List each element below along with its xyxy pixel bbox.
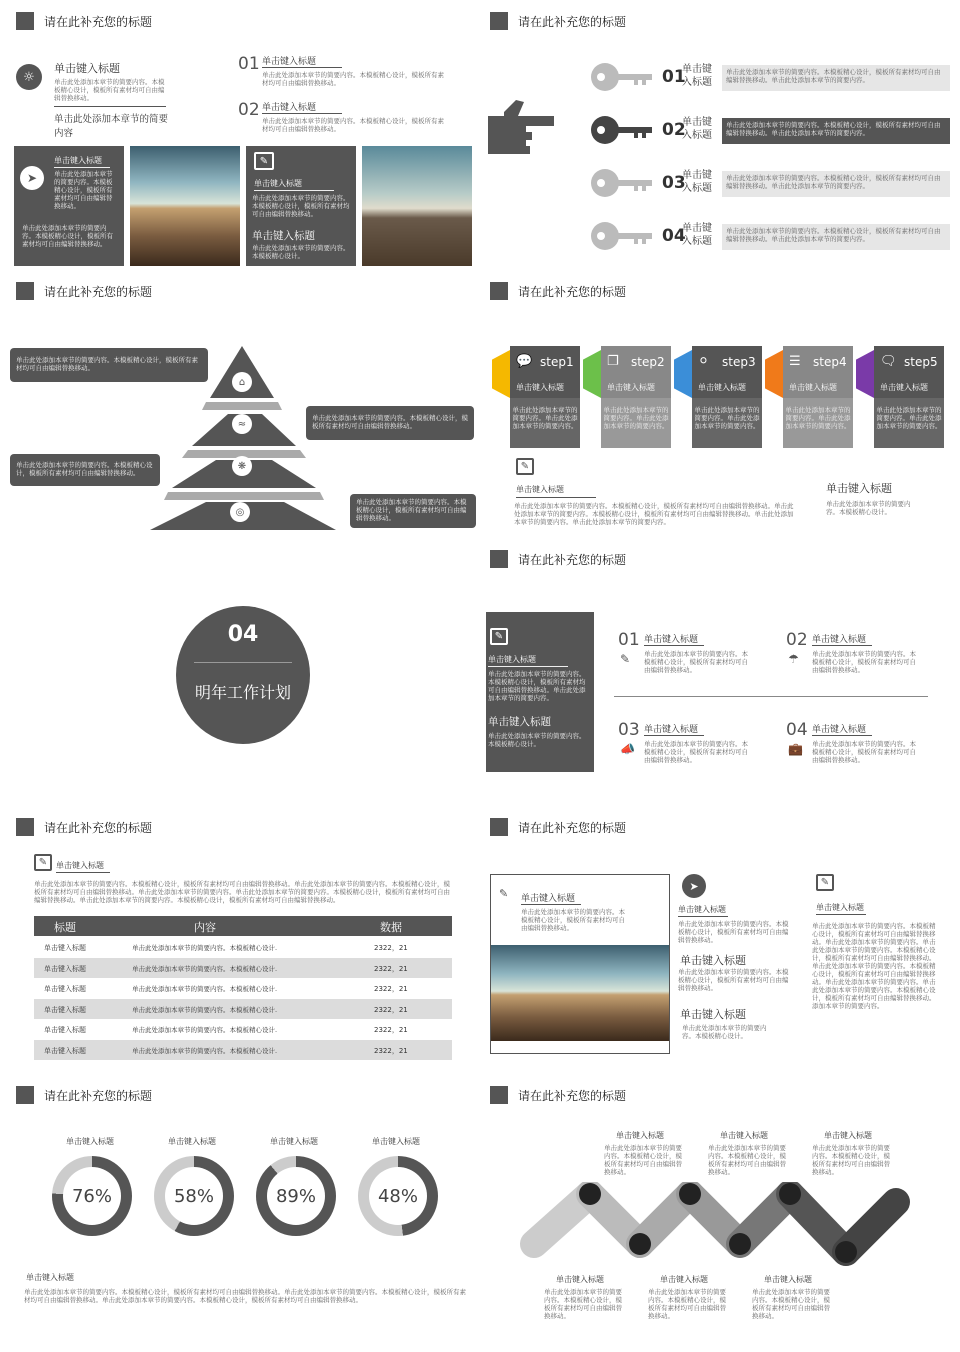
table-row [34,1040,452,1060]
table-row [34,958,452,978]
zigzag-title: 单击键入标题 [720,1131,768,1140]
step-flag [856,350,874,398]
zigzag-desc: 单击此处添加本章节的简要内容。本模板精心设计，模板所有素材均可自由编辑替换移动。 [812,1144,890,1176]
cell-content: 单击此处添加本章节的简要内容。本模板精心设计. [132,1026,278,1034]
card-title: 单击键入标题 [254,179,302,188]
donut-chart [256,1156,336,1236]
donut-title: 单击键入标题 [168,1137,216,1146]
slide-7 [486,814,956,1072]
block-title: 单击键入标题 [54,62,120,75]
item-title: 单击键入标题 [812,635,867,645]
table-row [34,978,452,998]
block-desc: 单击此处添加本章节的简要内容。本模板精心设计，模板所有素材均可自由编辑替换移动。单击此处添加本章节的简要内容。本模板精心设计，模板所有素材均可自由编辑替换移动。单击此处添加本章节的简要内容。单击此处添加本章节的简要内容。 [514,502,794,526]
divider [262,113,342,114]
step-icon: 💬 [516,354,533,369]
cell-title: 单击键入标题 [44,944,86,952]
divider [644,645,704,646]
key-number: 03 [662,173,686,193]
card-desc: 单击此处添加本章节的简要内容。本模板精心设计。 [488,732,586,748]
block-desc: 单击此处添加本章节的简要内容。本模板精心设计。 [682,1024,767,1040]
donut-value: 76% [71,1185,112,1207]
runner-icon: ➤ [682,874,706,898]
note-box [10,348,208,382]
block-desc: 单击此处添加本章节的简要内容。本模板精心设计，模板所有素材均可自由编辑替换移动。 [54,78,165,102]
step-label: step3 [722,355,756,369]
step-label: step4 [813,355,847,369]
title-square [490,1086,508,1104]
card-title: 单击键入标题 [521,894,576,904]
zigzag-desc: 单击此处添加本章节的简要内容。本模板精心设计，模板所有素材均可自由编辑替换移动。 [648,1288,726,1320]
cell-title: 单击键入标题 [44,1026,86,1034]
pencil-icon: ✎ [499,887,509,900]
item-icon: 💼 [788,742,803,756]
zigzag-title: 单击键入标题 [556,1275,604,1284]
runner-icon: ➤ [20,166,44,190]
note-box [350,494,476,528]
cell-content: 单击此处添加本章节的简要内容。本模板精心设计. [132,1005,278,1014]
block-title: 单击键入标题 [816,903,864,912]
edit-icon: ✎ [516,458,534,475]
item-number: 01 [238,54,260,74]
gear-icon: ❋ [232,456,252,476]
key-title-line: 单击键 [682,117,712,128]
note-text: 单击此处添加本章节的简要内容。本模板精心设计，模板所有素材均可自由编辑替换移动。 [356,498,467,522]
note-box [306,406,474,440]
slide-title: 请在此补充您的标题 [518,14,627,29]
edit-icon: ✎ [490,628,508,645]
cell-content: 单击此处添加本章节的简要内容。本模板精心设计. [132,944,278,952]
zigzag-title: 单击键入标题 [660,1275,708,1284]
item-title: 单击键入标题 [262,57,317,67]
key-title [682,222,712,248]
key-desc: 单击此处添加本章节的简要内容。本模板精心设计，模板所有素材均可自由编辑替换移动。单击此处添加本章节的简要内容。 [726,68,941,84]
step-label: step2 [631,355,665,369]
block-title: 单击键入标题 [516,485,564,494]
step-title: 单击键入标题 [880,383,928,392]
item-desc: 单击此处添加本章节的简要内容。本模板精心设计，模板所有素材均可自由编辑替换移动。 [644,740,748,764]
block-title: 单击键入标题 [56,861,104,870]
item-desc: 单击此处添加本章节的简要内容。本模板精心设计，模板所有素材均可自由编辑替换移动。 [812,740,916,764]
card-desc: 单击此处添加本章节的简要内容。本模板精心设计。 [252,244,350,260]
slide-header [490,282,626,300]
title-square [490,818,508,836]
card-desc: 单击此处添加本章节的简要内容。本模板精心设计，模板所有素材均可自由编辑替换移动。 [22,224,113,248]
item-icon: ☂ [788,652,799,666]
divider [254,190,334,191]
step-title: 单击键入标题 [698,383,746,392]
pier-photo [362,146,472,266]
key-title-line: 入标题 [682,236,712,247]
item-icon: 📣 [620,742,635,756]
donut-value: 89% [275,1185,316,1207]
edit-icon: ✎ [34,854,52,871]
slide-title: 请在此补充您的标题 [518,820,627,835]
table-header [34,916,452,936]
title-square [16,818,34,836]
block-desc: 单击此处添加本章节的简要内容。本模板精心设计，模板所有素材均可自由编辑替换移动。单击此处添加本章节的简要内容。单击此处添加本章节的简要内容。本模板精心设计，模板所有素材均可自由编辑替换移动。单击此处添加本章节的简要内容。本模板精心设计，模板所有素材均可自由编辑替换移动。单击此处添加本章节的简要内容。单击此处添加本章节的简要内容。本模板精心设计，模板所有素材均可自由编辑替换移动。添加本章节的简要内容。 [812,922,936,1010]
item-desc: 单击此处添加本章节的简要内容。本模板精心设计，模板所有素材均可自由编辑替换移动。 [812,650,916,674]
donut-title: 单击键入标题 [270,1137,318,1146]
title-square [490,282,508,300]
note-box [10,454,160,486]
pointing-hand-icon [486,94,558,164]
cell-title: 单击键入标题 [44,985,86,993]
slide-header [16,282,152,300]
key-number: 04 [662,226,686,246]
step-desc: 单击此处添加本章节的简要内容。单击此处添加本章节的简要内容。 [601,398,671,448]
slide-header [16,1086,152,1104]
key-title [682,63,712,89]
donut-chart [154,1156,234,1236]
donut-value: 58% [173,1185,214,1207]
key-title [682,169,712,195]
slide-header [16,818,152,836]
step-flag [583,350,601,398]
card-desc: 单击此处添加本章节的简要内容。本模板精心设计，模板所有素材均可自由编辑替换移动。 [521,908,625,932]
block-desc: 单击此处添加本章节的简要内容。本模板精心设计，模板所有素材均可自由编辑替换移动。单击此处添加本章节的简要内容。本模板精心设计，模板所有素材均可自由编辑替换移动。单击此处添加本章节的简要内容。本模板精心设计，模板所有素材均可自由编辑替换移动。 [24,1288,466,1304]
block-title: 单击键入标题 [680,1008,746,1021]
item-number: 01 [618,630,640,650]
block-title: 单击键入标题 [826,482,892,495]
key-desc-box [722,224,950,250]
block-desc: 单击此处添加本章节的简要内容。本模板精心设计，模板所有素材均可自由编辑替换移动。 [678,920,789,944]
slide-header [490,12,626,30]
cell-content: 单击此处添加本章节的简要内容。本模板精心设计. [132,964,278,973]
key-title [682,116,712,142]
slide-header [16,12,152,30]
divider [262,67,342,68]
pier-photo [491,945,669,1041]
key-desc: 单击此处添加本章节的简要内容。本模板精心设计，模板所有素材均可自由编辑替换移动。单击此处添加本章节的简要内容。 [726,227,941,243]
slide-9 [486,1082,956,1344]
key-icon [590,221,654,251]
item-number: 02 [786,630,808,650]
divider [194,662,292,663]
divider [56,872,110,873]
key-title-line: 入标题 [682,130,712,141]
slide-4 [486,278,956,536]
table-row [34,1019,452,1039]
slide-3 [6,278,476,536]
slide-header [490,1086,626,1104]
step-flag [674,350,692,398]
title-square [490,550,508,568]
column-header: 数据 [380,921,402,934]
zigzag-title: 单击键入标题 [764,1275,812,1284]
donut-title: 单击键入标题 [372,1137,420,1146]
step-card [692,346,762,448]
cell-value: 2322，21 [374,964,408,973]
key-desc: 单击此处添加本章节的简要内容。本模板精心设计，模板所有素材均可自由编辑替换移动。单击此处添加本章节的简要内容。 [726,121,941,137]
step-card [510,346,580,448]
slide-8 [12,1082,482,1340]
block-title: 单击键入标题 [680,954,746,967]
target-icon: ◎ [230,502,250,522]
zigzag-desc: 单击此处添加本章节的简要内容。本模板精心设计，模板所有素材均可自由编辑替换移动。 [708,1144,786,1176]
block-title: 单击键入标题 [26,1273,74,1282]
pier-photo [130,146,240,266]
cell-title: 单击键入标题 [44,1005,86,1014]
note-text: 单击此处添加本章节的简要内容。本模板精心设计，模板所有素材均可自由编辑替换移动。 [16,461,153,477]
key-title-line: 单击键 [682,170,712,181]
card-desc: 单击此处添加本章节的简要内容。本模板精心设计，模板所有素材均可自由编辑替换移动。单击此处添加本章节的简要内容。 [488,670,586,702]
key-title-line: 入标题 [682,183,712,194]
slide-title: 请在此补充您的标题 [44,1088,153,1103]
section-title: 明年工作计划 [194,683,291,702]
title-square [16,12,34,30]
step-card [601,346,671,448]
info-card [14,146,124,266]
cell-value: 2322，21 [374,1026,408,1034]
slide-title: 请在此补充您的标题 [44,284,153,299]
slide-title: 请在此补充您的标题 [518,552,627,567]
block-desc: 单击此处添加本章节的简要内容。本模板精心设计，模板所有素材均可自由编辑替换移动。 [678,968,789,992]
cell-value: 2322，21 [374,985,408,993]
step-icon: 🗨 [880,354,897,369]
slide-title: 请在此补充您的标题 [518,1088,627,1103]
step-desc: 单击此处添加本章节的简要内容。单击此处添加本章节的简要内容。 [874,398,944,448]
divider [521,904,581,905]
key-icon [590,62,654,92]
step-title: 单击键入标题 [516,383,564,392]
slide-1 [12,8,482,266]
divider [54,106,166,107]
divider [678,916,728,917]
slide-header [490,818,626,836]
step-flag [765,350,783,398]
card-title: 单击键入标题 [488,655,536,664]
key-number: 01 [662,67,686,87]
block-title: 单击键入标题 [678,905,726,914]
divider [488,666,568,667]
key-icon [590,115,654,145]
block-sub: 单击此处添加本章节的简要内容 [54,114,169,139]
card-desc: 单击此处添加本章节的简要内容。本模板精心设计，模板所有素材均可自由编辑替换移动。 [54,170,113,210]
step-desc: 单击此处添加本章节的简要内容。单击此处添加本章节的简要内容。 [692,398,762,448]
donut-chart [52,1156,132,1236]
column-header: 内容 [194,921,216,934]
item-desc: 单击此处添加本章节的简要内容。本模板精心设计，模板所有素材均可自由编辑替换移动。 [262,71,444,87]
cell-value: 2322，21 [374,1046,408,1055]
step-label: step5 [904,355,938,369]
card-title: 单击键入标题 [488,716,551,728]
zigzag-title: 单击键入标题 [616,1131,664,1140]
item-number: 03 [618,720,640,740]
slide-5 [486,546,956,804]
edit-icon: ✎ [254,152,274,170]
slide-title: 请在此补充您的标题 [518,284,627,299]
note-text: 单击此处添加本章节的简要内容。本模板精心设计，模板所有素材均可自由编辑替换移动。 [312,414,468,430]
zigzag-desc: 单击此处添加本章节的简要内容。本模板精心设计，模板所有素材均可自由编辑替换移动。 [752,1288,830,1320]
donut-value: 48% [377,1185,418,1207]
step-icon: ❐ [607,354,619,369]
cell-title: 单击键入标题 [44,1046,86,1055]
title-square [16,1086,34,1104]
section-number: 04 [227,622,259,647]
item-desc: 单击此处添加本章节的简要内容。本模板精心设计，模板所有素材均可自由编辑替换移动。 [644,650,748,674]
edit-icon: ✎ [816,874,834,891]
table-row [34,937,452,957]
zigzag-diagram [516,1182,916,1272]
wifi-icon: ≈ [232,414,252,434]
block-desc: 单击此处添加本章节的简要内容。本模板精心设计，模板所有素材均可自由编辑替换移动。单击此处添加本章节的简要内容。本模板精心设计，模板所有素材均可自由编辑替换移动。单击此处添加本章节的简要内容。单击此处添加本章节的简要内容。本模板精心设计，模板所有素材均可自由编辑替换移动。单击此处添加本章节的简要内容。本模板精心设计，模板所有素材均可自由编辑替换移动。 [34,880,450,904]
key-number: 02 [662,120,686,140]
step-desc: 单击此处添加本章节的简要内容。单击此处添加本章节的简要内容。 [510,398,580,448]
divider [516,497,596,498]
cell-content: 单击此处添加本章节的简要内容。本模板精心设计. [132,1046,278,1055]
block-desc: 单击此处添加本章节的简要内容。本模板精心设计。 [826,500,911,516]
step-icon: ☰ [789,354,801,369]
cell-title: 单击键入标题 [44,964,86,973]
key-desc-box [722,171,950,197]
title-square [490,12,508,30]
step-card [783,346,853,448]
key-icon [590,168,654,198]
photo-card [490,874,670,1054]
table-row [34,999,452,1019]
step-desc: 单击此处添加本章节的简要内容。单击此处添加本章节的简要内容。 [783,398,853,448]
step-title: 单击键入标题 [607,383,655,392]
item-desc: 单击此处添加本章节的简要内容。本模板精心设计，模板所有素材均可自由编辑替换移动。 [262,117,444,133]
slide-2 [486,8,956,266]
zigzag-desc: 单击此处添加本章节的简要内容。本模板精心设计，模板所有素材均可自由编辑替换移动。 [544,1288,622,1320]
info-card [486,612,594,772]
step-flag [492,350,510,398]
slide-title: 请在此补充您的标题 [44,14,153,29]
donut-chart [358,1156,438,1236]
item-icon: ✎ [620,652,631,666]
key-desc-box [722,118,950,144]
divider [644,735,704,736]
item-title: 单击键入标题 [812,725,867,735]
item-number: 04 [786,720,808,740]
note-text: 单击此处添加本章节的简要内容。本模板精心设计，模板所有素材均可自由编辑替换移动。 [16,356,198,372]
home-icon: ⌂ [232,372,252,392]
zigzag-desc: 单击此处添加本章节的简要内容。本模板精心设计，模板所有素材均可自由编辑替换移动。 [604,1144,682,1176]
item-title: 单击键入标题 [644,635,699,645]
section-circle [176,606,310,744]
step-label: step1 [540,355,574,369]
item-title: 单击键入标题 [644,725,699,735]
lightbulb-icon: ☼ [16,64,42,90]
item-number: 02 [238,100,260,120]
cell-content: 单击此处添加本章节的简要内容。本模板精心设计. [132,985,278,993]
donut-title: 单击键入标题 [66,1137,114,1146]
divider [614,696,928,697]
key-title-line: 单击键 [682,223,712,234]
step-card [874,346,944,448]
key-title-line: 入标题 [682,77,712,88]
card-title: 单击键入标题 [54,156,102,165]
slide-header [490,550,626,568]
key-desc: 单击此处添加本章节的简要内容。本模板精心设计，模板所有素材均可自由编辑替换移动。单击此处添加本章节的简要内容。 [726,174,941,190]
slide-6 [12,814,482,1072]
divider [812,735,872,736]
step-icon: ⚪ [698,354,709,369]
key-desc-box [722,65,950,91]
card-title: 单击键入标题 [252,230,315,242]
title-square [16,282,34,300]
divider [54,167,110,168]
item-title: 单击键入标题 [262,103,317,113]
cell-value: 2322，21 [374,944,408,952]
step-title: 单击键入标题 [789,383,837,392]
info-card [246,146,356,266]
cell-value: 2322，21 [374,1005,408,1014]
slide-title: 请在此补充您的标题 [44,820,153,835]
divider [812,645,872,646]
column-header: 标题 [54,921,76,934]
card-desc: 单击此处添加本章节的简要内容。本模板精心设计，模板所有素材均可自由编辑替换移动。 [252,194,350,218]
zigzag-title: 单击键入标题 [824,1131,872,1140]
key-title-line: 单击键 [682,64,712,75]
divider [816,914,866,915]
